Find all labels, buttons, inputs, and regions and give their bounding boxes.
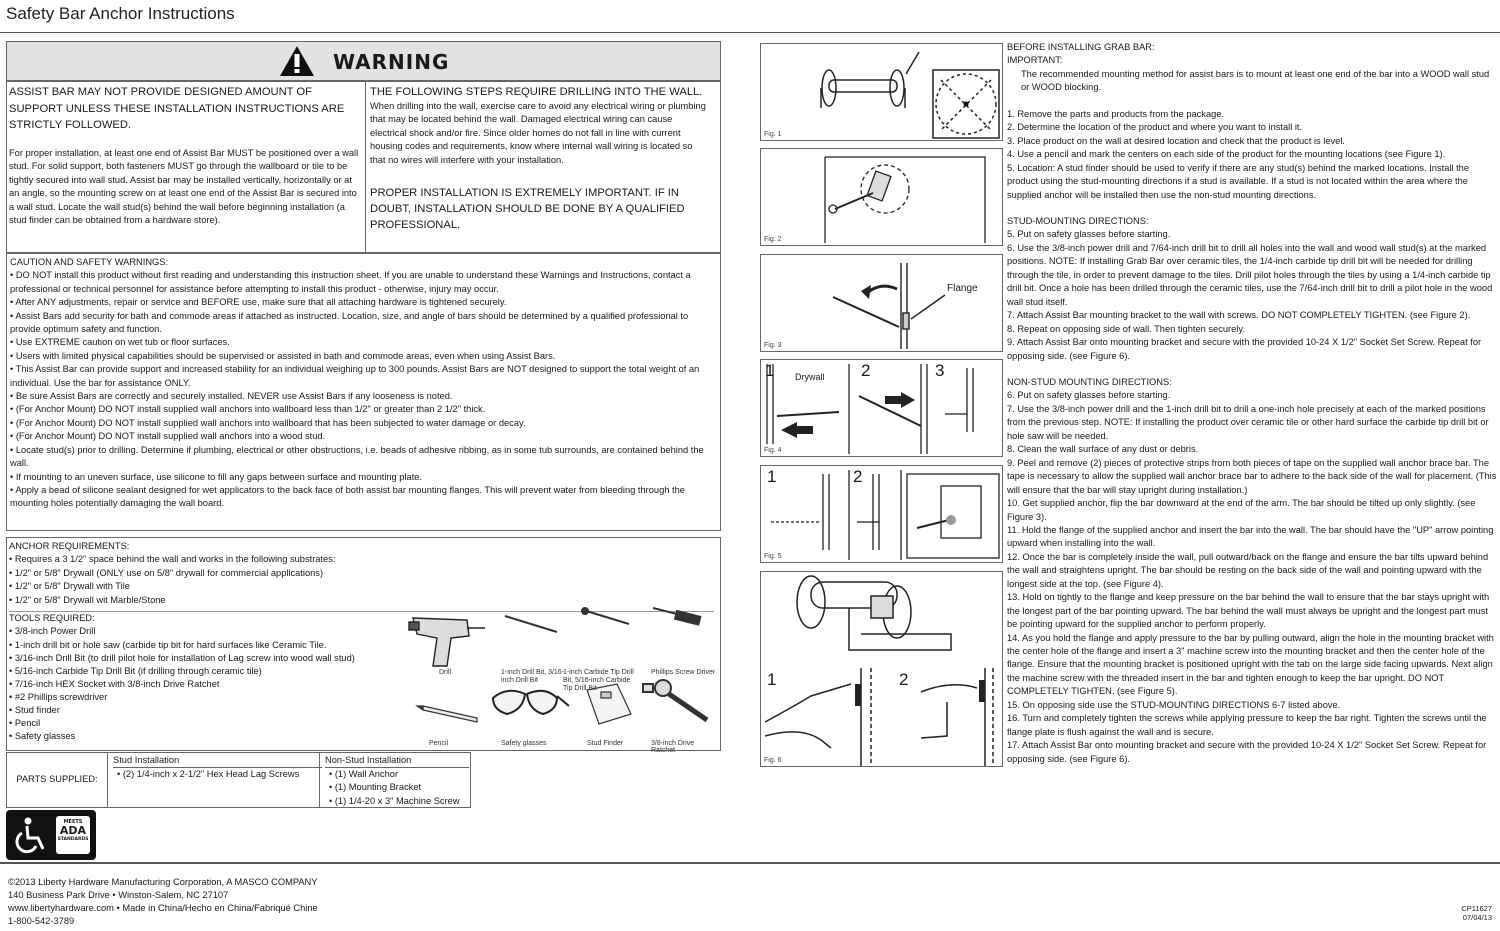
list-item: 11. Hold the flange of the supplied anchor and insert the bar into the wall. The bar should have the "UP" arrow pointing upward when installing into the wall. (1007, 524, 1494, 549)
figure-3-drawing (761, 255, 1002, 351)
warning-right-caps: THE FOLLOWING STEPS REQUIRE DRILLING INTO THE WALL. (370, 86, 703, 98)
step-number: 1 (767, 670, 777, 689)
drill-icon (409, 618, 485, 666)
parts-supplied-table (6, 752, 471, 808)
list-item: • This Assist Bar can provide support and increased stability for an individual weighing up to 300 pounds. Assist Bars are NOT designed to support the total weight of an individual. Use the bar for assistance ONLY. (10, 364, 700, 388)
list-item: 14. As you hold the flange and apply pressure to the bar by pulling outward, align the hole in the mounting bracket with the center hole of the flange and insert a 3" machine screw into the mounting bracket and then the center hole of the flange. Ensure that the mounting bracket is positioned upright with the tab on the large side facing upwards. Next align the machine screw with the threaded insert in the bar and tighten enough to keep the bar upright. DO NOT COMPLETELY TIGHTEN. (see Figure 5). (1007, 632, 1494, 697)
screwdriver-icon (653, 608, 700, 625)
figure-2 (760, 148, 1003, 246)
list-item: • 3/16-inch Drill Bit (to drill pilot hole for installation of Lag screw into wood wall stud) (9, 652, 355, 663)
warning-heading: WARNING (333, 50, 450, 74)
list-item: 7. Use the 3/8-inch power drill and the 1-inch drill bit to drill a one-inch hole precisely at each of the marked positions from the previous step. NOTE: If installing the product over ceramic tile or other hard surface the carbide tip drill bit or hole saw will be needed. (1007, 403, 1489, 441)
safety-glasses-icon (493, 691, 569, 714)
figure-label: Fig. 2 (764, 236, 782, 243)
figure-label: Fig. 1 (764, 131, 782, 138)
caution-heading: CAUTION AND SAFETY WARNINGS: (10, 257, 169, 267)
important-label: IMPORTANT: (1007, 55, 1063, 66)
copyright: ©2013 Liberty Hardware Manufacturing Corporation, A MASCO COMPANY (8, 877, 318, 887)
page-title: Safety Bar Anchor Instructions (6, 4, 235, 23)
tool-label: Pencil (429, 740, 449, 747)
step-number: 2 (861, 361, 871, 380)
warning-right-body: When drilling into the wall, exercise care to avoid any electrical wiring or plumbing that may be located behind the wall. Damaged electrical wiring can cause electrical shock and/or fire. Since older homes do not fall in line with current housing codes and requirements, know where internal wall wiring is located so that no wires will interfere with your installation. (370, 101, 706, 165)
list-item: • DO NOT install this product without first reading and understanding this instruction sheet. If you are unable to understand these Warnings and Instructions, contact a professional or technical personnel for assistance before attempting to install this product - otherwise, injury may occur. (10, 270, 691, 294)
anchor-heading: ANCHOR REQUIREMENTS: (9, 541, 130, 551)
figure-label: Fig. 3 (764, 342, 782, 349)
instructions-column (1007, 41, 1497, 766)
flange-label: Flange (947, 283, 978, 294)
list-item: 10. Get supplied anchor, flip the bar downward at the end of the arm. The bar should be tilted up only slightly. (see Figure 3). (1007, 498, 1476, 522)
product-code: CP11627 (1461, 904, 1492, 913)
document-code (1440, 904, 1492, 922)
list-item: • Safety glasses (9, 731, 76, 742)
parts-label: PARTS SUPPLIED: (7, 753, 108, 807)
footer-divider (0, 862, 1500, 864)
list-item: 3. Place product on the wall at desired location and check that the product is level. (1007, 135, 1345, 146)
list-item: 15. On opposing side use the STUD-MOUNTING DIRECTIONS 6-7 listed above. (1007, 699, 1341, 710)
list-item: • (For Anchor Mount) DO NOT install supplied wall anchors into wallboard that has been subjected to water damage or decay. (10, 417, 526, 428)
print-date: 07/04/13 (1462, 913, 1492, 922)
warning-left-body: For proper installation, at least one end of Assist Bar MUST be positioned over a wall stud. For solid support, both fasteners MUST go through the wallboard or tile to be tightly secured into wall stud. Assist bar may be installed vertically, horizontally or at an angle, so the mounting screw on at least one end of the Assist Bar is secured into a wall stud. Locate the wall stud(s) behind the wall before beginning installation (a stud finder can be obtained from a hardware store). (9, 148, 359, 226)
ratchet-icon (643, 680, 707, 720)
list-item: • (For Anchor Mount) DO NOT install supplied wall anchors into wallboard less than 1/2" or greater than 2 1/2" thick. (10, 404, 486, 415)
list-item: 12. Once the bar is completely inside the wall, pull outward/back on the flange and ensure the bar tilts upward behind the wall and straightens upright. The bar should be resting on the back side of the wall and pointing upward with the longest side at the top. (see Figure 4). (1007, 551, 1489, 589)
list-item: 9. Peel and remove (2) pieces of protective strips from both pieces of tape on the supplied wall anchor brace bar. The tape is necessary to allow the supplied wall anchor brace bar to adhere to the back side of the wall for placement. (This will ensure that the bar will stay upright during installation.) (1007, 457, 1497, 495)
figure-label: Fig. 5 (764, 553, 782, 560)
website: www.libertyhardware.com • Made in China/Hecho en China/Fabriqué Chine (8, 903, 318, 913)
list-item: 5. Location: A stud finder should be used to verify if there are any stud(s) behind the marked locations. Install the product using the stud-mounting directions if a stud is available. If a stud is not located within the area where the supplied anchor will be installed then use the non-stud mounting directions. (1007, 162, 1470, 200)
figure-1-drawing (761, 44, 1002, 140)
ada-badge (6, 810, 96, 860)
step-number: 1 (767, 467, 777, 486)
nonstud-items (325, 767, 469, 808)
tool-label: Phillips Screw Driver (651, 669, 716, 676)
step-number: 2 (853, 467, 863, 486)
list-item: • 1-inch drill bit or hole saw (carbide tip bit for hard surfaces like Ceramic Tile. (9, 639, 327, 650)
warning-left-caps: ASSIST BAR MAY NOT PROVIDE DESIGNED AMOUNT OF SUPPORT UNLESS THESE INSTALLATION INSTRUCTIONS ARE STRICTLY FOLLOWED. (9, 86, 345, 131)
figure-1 (760, 43, 1003, 141)
warning-header (6, 41, 721, 81)
list-item: 4. Use a pencil and mark the centers on each side of the product for the mounting locations (see Figure 1). (1007, 149, 1446, 160)
list-item: 17. Attach Assist Bar onto mounting bracket and secure with the provided 10-24 X 1/2" Socket Set Screw. Repeat for opposing side. (see Figure 6). (1007, 740, 1487, 764)
nonstud-heading: Non-Stud Installation (325, 755, 412, 765)
warning-right-caps2: PROPER INSTALLATION IS EXTREMELY IMPORTANT. IF IN DOUBT, INSTALLATION SHOULD BE DONE BY A QUALIFIED PROFESSIONAL. (370, 187, 685, 231)
list-item: • 1/2" or 5/8" Drywall (ONLY use on 5/8" drywall for commercial applications) (9, 567, 324, 578)
list-item: • After ANY adjustments, repair or service and BEFORE use, make sure that all attaching hardware is tightened securely. (10, 297, 507, 308)
caution-list (10, 269, 717, 510)
figure-label: Fig. 6 (764, 757, 782, 764)
warning-triangle-icon (279, 45, 315, 77)
list-item: • (1) 1/4-20 x 3" Machine Screw (329, 795, 460, 806)
list-item: • Locate stud(s) prior to drilling. Determine if plumbing, electrical or other obstructions, i.e. beads of adhesive ribbing, as in some tub surrounds, are contained behind the wall. (10, 444, 704, 469)
figure-3 (760, 254, 1003, 352)
figure-5 (760, 465, 1003, 563)
carbide-bit-icon (582, 608, 629, 624)
list-item: • #2 Phillips screwdriver (9, 691, 108, 702)
tools-heading: TOOLS REQUIRED: (9, 613, 95, 624)
list-item: • Use EXTREME caution on wet tub or floor surfaces. (10, 337, 230, 348)
drywall-label: Drywall (795, 372, 825, 382)
list-item: • Stud finder (9, 705, 60, 715)
ada-standards-label: MEETS ADA STANDARDS (56, 816, 90, 854)
list-item: • Assist Bars add security for bath and commode areas if attached as instructed. Location, size, and angle of bars should be determined by a qualified professional to provide optimum safety and function. (10, 310, 689, 335)
warning-divider (365, 82, 366, 252)
list-item: • Be sure Assist Bars are correctly and securely installed. NEVER use Assist Bars if any looseness is noted. (10, 391, 453, 402)
figure-label: Fig. 4 (764, 447, 782, 454)
list-item: 16. Turn and completely tighten the screws while applying pressure to keep the bar right. Tighten the screws until the flange plate is flush against the wall and is secure. (1007, 713, 1487, 737)
list-item: • (1) Mounting Bracket (329, 782, 422, 793)
figure-6-drawing (761, 572, 1002, 766)
figure-4 (760, 359, 1003, 457)
stud-heading: Stud Installation (113, 755, 180, 765)
list-item: • Apply a bead of silicone sealant designed for wet applicators to the back face of both assist bar mounting flanges. This will prevent water from bleeding through the mounting holes potentially damaging the wall board. (10, 484, 685, 509)
tool-label: Safety glasses (501, 740, 547, 747)
tool-label: 1-inch Drill Bit, 3/16-inch Drill Bit (501, 669, 565, 684)
tool-label: 3/8-inch Drive Ratchet (651, 740, 695, 754)
anchor-section (6, 537, 721, 754)
list-item: • Users with limited physical capabilities should be supervised or assisted in bath and commode areas, even when using Assist Bars. (10, 350, 556, 361)
caution-section (6, 253, 721, 531)
list-item: 7. Attach Assist Bar mounting bracket to the wall with screws. DO NOT COMPLETELY TIGHTEN. (see Figure 2). (1007, 310, 1471, 321)
list-item: 6. Put on safety glasses before starting. (1007, 390, 1171, 401)
list-item: • 1/2" or 5/8" Drywall with Tile (9, 581, 130, 592)
stud-items (113, 767, 322, 781)
list-item: • 3/8-inch Power Drill (9, 626, 96, 637)
list-item: • (1) Wall Anchor (329, 769, 399, 779)
list-item: • 1/2" or 5/8" Drywall wit Marble/Stone (9, 594, 166, 605)
phone: 1-800-542-3789 (8, 916, 75, 926)
wheelchair-icon (12, 816, 50, 854)
list-item: • (2) 1/4-inch x 2-1/2" Hex Head Lag Screws (117, 769, 300, 779)
list-item: 5. Put on safety glasses before starting. (1007, 229, 1171, 240)
before-heading: BEFORE INSTALLING GRAB BAR: (1007, 42, 1155, 52)
list-item: 13. Hold on tightly to the flange and keep pressure on the bar behind the wall to ensure that the bar stays upright with the longest part of the bar pointing upward. The bar behind the wall must always be upright and the longest part must be pointing upward for the supplied anchor to perform properly. (1007, 592, 1490, 630)
stud-mounting-heading: STUD-MOUNTING DIRECTIONS: (1007, 215, 1149, 226)
step-number: 1 (765, 361, 775, 380)
list-item: • 7/16-inch HEX Socket with 3/8-inch Drive Ratchet (9, 678, 220, 689)
tool-label: Stud Finder (587, 740, 624, 747)
list-item: 1. Remove the parts and products from the package. (1007, 108, 1225, 119)
footer-info (8, 876, 318, 928)
nonstud-mounting-heading: NON-STUD MOUNTING DIRECTIONS: (1007, 376, 1172, 387)
list-item: • (For Anchor Mount) DO NOT install supplied wall anchors into a wood stud. (10, 431, 326, 442)
title-divider (0, 32, 1500, 33)
list-item: 8. Clean the wall surface of any dust or debris. (1007, 444, 1199, 455)
list-item: 6. Use the 3/8-inch power drill and 7/64-inch drill bit to drill all holes into the wall and wood wall stud(s) at the marked positions. NOTE: If installing Grab Bar over ceramic tiles, the 1/4-inch carbide tip drill bit will be needed for drilling through the tile, in order to prevent damage to the tiles. Drill pilot holes through the tiles by using a 1/4-inch carbide tip drill bit. Once a hole has been drilled through the ceramic tiles, use the 7/64-inch drill bit to drill a pilot hole in the wood wall stud itself. (1007, 242, 1493, 307)
list-item: • 5/16-inch Carbide Tip Drill Bit (if drilling through ceramic tile) (9, 665, 262, 676)
list-item: 8. Repeat on opposing side of wall. Then tighten securely. (1007, 323, 1245, 334)
important-body: The recommended mounting method for assist bars is to mount at least one end of the bar into a WOOD wall stud or WOOD blocking. (1021, 68, 1490, 93)
figure-5-drawing (761, 466, 1002, 562)
address: 140 Business Park Drive • Winston-Salem, NC 27107 (8, 890, 229, 900)
list-item: • Requires a 3 1/2" space behind the wall and works in the following substrates: (9, 554, 336, 565)
tool-label: Drill (439, 669, 452, 676)
tool-label: 1-inch Carbide Tip Drill Bit, 5/16-inch Carbide Tip Drill Bit (563, 669, 634, 692)
figure-6 (760, 571, 1003, 767)
list-item: • If mounting to an uneven surface, use silicone to fill any gaps between surface and mounting plate. (10, 471, 423, 482)
figure-2-drawing (761, 149, 1002, 245)
step-number: 3 (935, 361, 945, 380)
warning-body (6, 81, 721, 253)
drill-bit-icon (505, 616, 557, 632)
step-number: 2 (899, 670, 909, 689)
pencil-icon (417, 706, 477, 722)
list-item: 2. Determine the location of the product and where you want to install it. (1007, 122, 1303, 133)
list-item: • Pencil (9, 718, 41, 729)
list-item: 9. Attach Assist Bar onto mounting bracket and secure with the provided 10-24 X 1/2" Socket Set Screw. Repeat for opposing side. (see Figure 6). (1007, 337, 1482, 361)
